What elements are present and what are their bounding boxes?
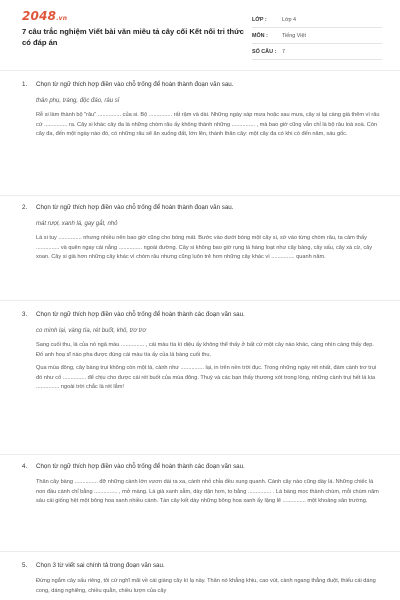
meta-label: MÔN : [252, 32, 268, 39]
word-bank: thân phụ, tràng, độc đáo, râu sỉ [36, 98, 120, 104]
passage-paragraph: Đứng ngắm cây sấu riêng, tôi cứ nghĩ mãi về cái giáng cây kì lạ này. Thân nó khẳng khiu, cao vút, cành ngang thẳng đuột, thiếu cái dáng cong, dáng nghiêng, chiều quằn, chiều lượn của cây [36, 578, 376, 594]
meta-value: Lớp 4 [282, 16, 297, 23]
passage-paragraph: Lá si tuy ............... nhưng nhiều nên bao giờ cũng cho bóng mát. Bước vào dưới bóng một cây si, sờ vào từng chòm râu, ta cảm thấy ............... và quên ngay cái nắng ............... ngoài đường. Cây si không bao giờ rụng lá hàng loạt như cây bàng, cây sấu, cây xà cừ, cây xoan. Cây si già hơn những cây khác vì chòm râu nhưng cũng luôn trẻ hơn những cây khác vì ............... quanh năm. [36, 235, 373, 261]
question-1 [22, 80, 380, 144]
question-3 [22, 310, 380, 397]
question-number: 2. [22, 204, 28, 211]
question-prompt: Chọn từ ngữ thích hợp điền vào chỗ trống để hoàn thành đoạn văn sau. [36, 81, 234, 88]
passage-paragraph: Qua mùa đông, cây bàng trụi không còn một lá, cành như ............... lại, in trên nền trời đục. Trong những ngày rét nhất, đám cành trơ trụi đó như cố ............... để chịu cho được cái rét buốt của mùa đông. Thuỳ và các bạn thấy thương xót trong lòng, những cành trụi hết lá kia ............... ngoài trời chắc là rét lắm! [36, 365, 377, 391]
meta-value: Tiếng Việt [282, 32, 306, 39]
meta-row-grade [252, 12, 382, 28]
question-divider [0, 551, 400, 552]
document-header [0, 0, 400, 62]
meta-row-subject [252, 28, 382, 44]
meta-row-count [252, 44, 382, 60]
meta-label: SỐ CÂU : [252, 48, 277, 55]
logo-text: 2048 [22, 9, 57, 23]
question-4 [22, 462, 380, 511]
passage-paragraph: Rễ si làm thành bộ "râu" ............... của si. Bộ ............... rất rậm và dài. Những ngày sáp mưa hoặc sau mưa, cây si lại càng già thêm vì râu cứ ............... ra. Cây si khác cây đa là những chòm râu ấy không thành những ............... , mà bao giờ cũng vẫn chỉ là bộ râu loà xoà. Còn cây đa, đến một ngày nào đó, có những râu sẽ ăn xuống đất, lớn lên, thành thân cây: một cây đa có khi có đến năm, sáu gốc. [36, 112, 380, 138]
question-prompt: Chọn từ ngữ thích hợp điền vào chỗ trống để hoàn thành đoạn văn sau. [36, 204, 234, 211]
question-passage [36, 111, 380, 140]
meta-table [252, 12, 382, 60]
question-number: 5. [22, 562, 28, 569]
question-divider [0, 300, 400, 301]
passage-paragraph: Thân cây bàng ............... đỡ những cành lớn vươn dài ra xa, cành nhỏ chỉa đều xung quanh. Cành cây nào cũng dày lá. Những chiếc lá non đầu cành chỉ bằng ............... , mở màng. Lá già xanh sẫm, dày dặn hơn, to bằng ............... . Lá bàng mọc thành chùm, mỗi chùm năm sáu cái giống hệt một bông hoa xanh nhiều cánh. Tán cây kết dày những bông hoa xanh ấy lặng lẽ ............... một khoảng sân trường. [36, 479, 379, 505]
question-heading [22, 561, 380, 570]
meta-value: 7 [282, 48, 285, 55]
question-5 [22, 561, 380, 600]
question-divider [0, 454, 400, 455]
site-logo[interactable] [22, 9, 67, 23]
question-number: 3. [22, 311, 28, 318]
question-passage [36, 234, 380, 263]
question-prompt: Chọn từ ngữ thích hợp điền vào chỗ trống để hoàn thành các đoạn văn sau. [36, 311, 245, 318]
logo-suffix: .vn [56, 15, 68, 22]
question-heading [22, 462, 380, 471]
question-heading [22, 80, 380, 89]
question-heading [22, 310, 380, 319]
question-number: 4. [22, 463, 28, 470]
question-number: 1. [22, 81, 28, 88]
question-prompt: Chọn 3 từ viết sai chính tả trong đoạn văn sau. [36, 562, 165, 569]
question-heading [22, 203, 380, 212]
question-prompt: Chọn từ ngữ thích hợp điền vào chỗ trống để hoàn thành các đoạn văn sau. [36, 463, 245, 470]
question-divider [0, 195, 400, 196]
word-bank: co mình lại, vàng tía, rét buốt, khô, trơ trơ [36, 328, 146, 334]
header-divider [0, 70, 400, 71]
passage-paragraph: Sang cuối thu, lá của nó ngả màu ............... , cái màu tía kì diệu ấy không thể thấy ở bất cứ một cây nào khác, càng nhìn càng thấy đẹp. Đố anh hoạ sĩ nào pha được đúng cái màu tía ấy của lá bàng cuối thu. [36, 342, 374, 358]
meta-label: LỚP : [252, 16, 267, 23]
question-passage [36, 478, 380, 507]
question-passage [36, 341, 380, 393]
document-title: 7 câu trắc nghiệm Viết bài văn miêu tả cây cối Kết nối tri thức có đáp án [22, 27, 244, 47]
word-bank: mát rượi, xanh lá, gay gắt, nhỏ [36, 221, 118, 227]
question-passage [36, 577, 380, 596]
question-2 [22, 203, 380, 267]
